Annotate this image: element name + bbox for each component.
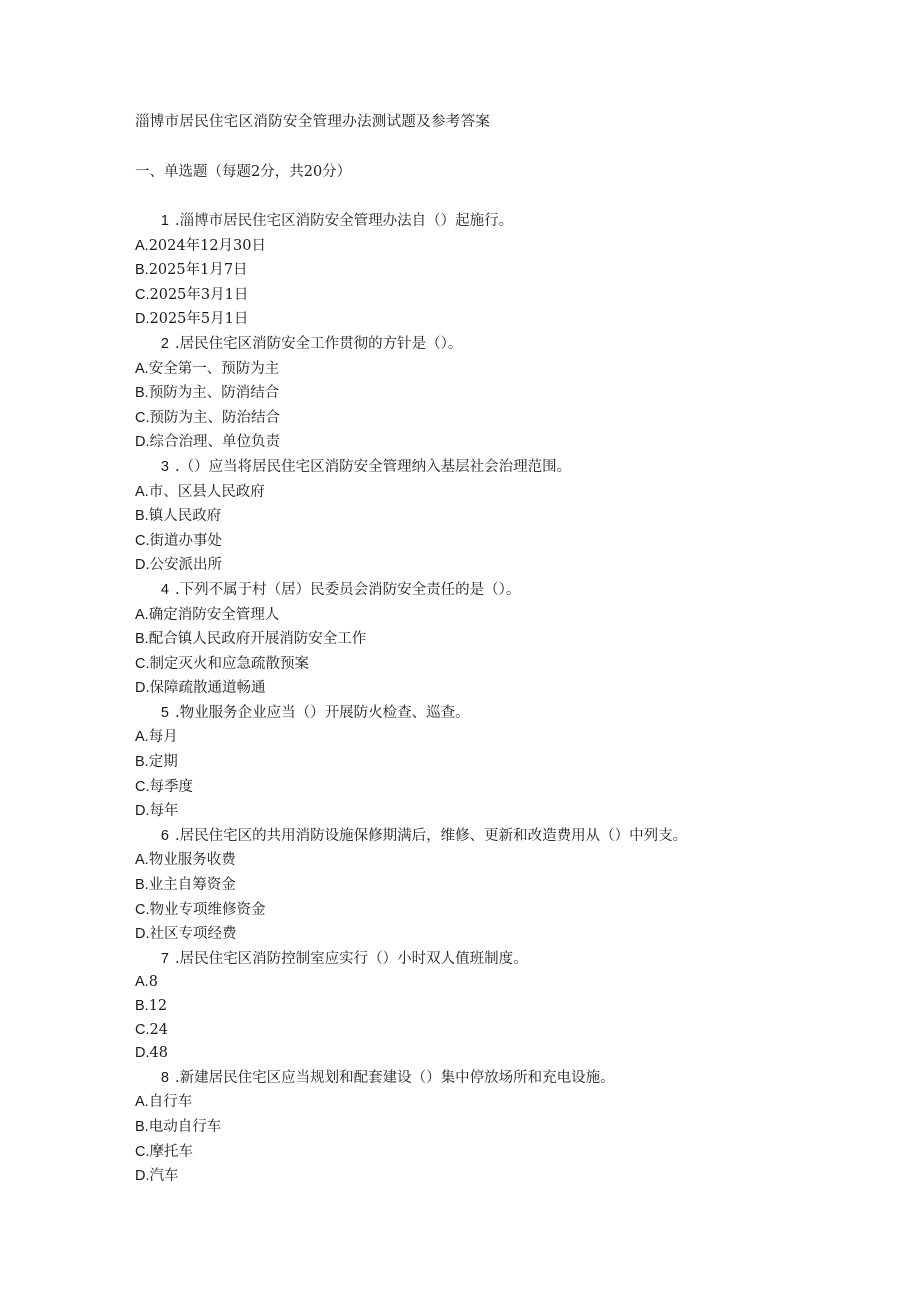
question-text: .（）应当将居民住宅区消防安全管理纳入基层社会治理范围。 (175, 458, 572, 475)
option-text: 预防为主、防治结合 (149, 409, 280, 426)
question-item (135, 332, 835, 455)
option-letter: A. (135, 852, 149, 869)
option-text: 2025年5月1日 (149, 311, 249, 328)
option-text: 街道办事处 (149, 532, 222, 549)
question-stem (135, 701, 835, 726)
option-text: 综合治理、单位负责 (149, 434, 280, 451)
answer-option (135, 848, 835, 873)
answer-option (135, 750, 835, 775)
answer-option (135, 357, 835, 382)
answer-option (135, 971, 835, 995)
option-letter: C. (135, 901, 150, 918)
answer-option (135, 1090, 835, 1115)
option-letter: B. (135, 385, 149, 402)
question-number: 6 (160, 827, 169, 844)
question-stem (135, 947, 835, 972)
option-text: 2025年3月1日 (149, 286, 249, 303)
option-letter: A. (135, 360, 149, 377)
question-item (135, 1066, 835, 1189)
option-letter: C. (135, 286, 150, 303)
option-text: 每月 (148, 729, 178, 746)
option-text: 保障疏散通道畅通 (149, 680, 266, 697)
option-text: 2024年12月30日 (148, 237, 267, 254)
question-item (135, 947, 835, 1066)
option-text: 镇人民政府 (148, 508, 222, 525)
answer-option (135, 1042, 835, 1066)
option-text: 摩托车 (149, 1143, 193, 1160)
option-text: 安全第一、预防为主 (148, 360, 280, 377)
option-text: 物业专项维修资金 (149, 901, 266, 918)
option-letter: D. (135, 311, 150, 328)
option-letter: D. (135, 557, 150, 574)
question-stem (135, 455, 835, 480)
answer-option (135, 283, 835, 308)
option-letter: A. (135, 729, 149, 746)
option-text: 每季度 (149, 778, 193, 795)
option-text: 配合镇人民政府开展消防安全工作 (148, 631, 367, 648)
question-stem (135, 1066, 835, 1091)
option-letter: A. (135, 483, 149, 500)
option-letter: B. (135, 754, 149, 771)
question-stem (135, 824, 835, 849)
answer-option (135, 504, 835, 529)
option-letter: C. (135, 1021, 150, 1038)
option-letter: D. (135, 926, 150, 943)
question-number: 2 (160, 335, 169, 352)
option-letter: C. (135, 409, 150, 426)
answer-option (135, 430, 835, 455)
question-number: 7 (160, 950, 169, 967)
answer-option (135, 234, 835, 259)
option-letter: D. (135, 1168, 150, 1185)
answer-option (135, 922, 835, 947)
question-number: 5 (160, 704, 169, 721)
question-text: .物业服务企业应当（）开展防火检查、巡查。 (175, 704, 470, 721)
option-letter: B. (135, 1118, 149, 1135)
answer-option (135, 406, 835, 431)
answer-option (135, 307, 835, 332)
option-letter: A. (135, 237, 149, 254)
option-text: 确定消防安全管理人 (148, 606, 280, 623)
answer-option (135, 603, 835, 628)
answer-option (135, 652, 835, 677)
answer-option (135, 898, 835, 923)
answer-option (135, 529, 835, 554)
question-list (135, 209, 835, 1189)
option-text: 公安派出所 (149, 557, 222, 574)
option-text: 业主自筹资金 (148, 877, 236, 894)
option-letter: A. (135, 1094, 149, 1111)
option-letter: B. (135, 508, 149, 525)
option-text: 自行车 (148, 1094, 193, 1111)
question-stem (135, 332, 835, 357)
option-letter: D. (135, 1045, 150, 1062)
option-text: 每年 (149, 803, 179, 820)
answer-option (135, 627, 835, 652)
answer-option (135, 676, 835, 701)
option-text: 预防为主、防消结合 (148, 385, 280, 402)
question-text: .淄博市居民住宅区消防安全管理办法自（）起施行。 (175, 213, 514, 229)
document-title: 淄博市居民住宅区消防安全管理办法测试题及参考答案 (135, 114, 491, 130)
question-item (135, 824, 835, 947)
option-text: 物业服务收费 (148, 852, 236, 869)
answer-option (135, 873, 835, 898)
option-letter: C. (135, 532, 150, 549)
question-text: .居民住宅区的共用消防设施保修期满后，维修、更新和改造费用从（）中列支。 (175, 827, 688, 844)
option-text: 社区专项经费 (149, 926, 237, 943)
question-stem (135, 578, 835, 603)
option-text: 市、区县人民政府 (148, 483, 265, 500)
option-text: 8 (148, 974, 158, 991)
question-stem (135, 209, 835, 234)
option-text: 24 (149, 1021, 168, 1038)
option-text: 制定灭火和应急疏散预案 (149, 655, 309, 672)
question-number: 1 (160, 213, 169, 229)
option-letter: D. (135, 434, 150, 451)
question-number: 4 (160, 581, 169, 598)
option-letter: A. (135, 974, 149, 991)
question-number: 3 (160, 458, 169, 475)
answer-option (135, 799, 835, 824)
option-letter: B. (135, 631, 149, 648)
option-letter: D. (135, 680, 150, 697)
question-item (135, 578, 835, 701)
answer-option (135, 1115, 835, 1140)
answer-option (135, 381, 835, 406)
question-text: .居民住宅区消防控制室应实行（）小时双人值班制度。 (175, 950, 528, 967)
answer-option (135, 1019, 835, 1043)
option-letter: A. (135, 606, 149, 623)
option-text: 2025年1月7日 (148, 262, 248, 279)
answer-option (135, 1164, 835, 1189)
option-letter: B. (135, 262, 149, 279)
question-item (135, 455, 835, 578)
question-text: .居民住宅区消防安全工作贯彻的方针是（）。 (175, 335, 463, 352)
answer-option (135, 995, 835, 1019)
answer-option (135, 480, 835, 505)
answer-option (135, 553, 835, 578)
answer-option (135, 258, 835, 283)
option-text: 定期 (148, 754, 178, 771)
section-heading: 一、单选题（每题2分，共20分） (135, 164, 352, 180)
question-text: .下列不属于村（居）民委员会消防安全责任的是（）。 (175, 581, 521, 598)
option-text: 汽车 (149, 1168, 179, 1185)
question-item (135, 701, 835, 824)
option-letter: B. (135, 998, 149, 1014)
option-text: 电动自行车 (148, 1118, 222, 1135)
option-letter: C. (135, 1143, 150, 1160)
option-text: 48 (149, 1045, 168, 1062)
option-letter: B. (135, 877, 149, 894)
option-letter: C. (135, 655, 150, 672)
question-number: 8 (160, 1069, 169, 1086)
option-letter: C. (135, 778, 150, 795)
answer-option (135, 775, 835, 800)
answer-option (135, 725, 835, 750)
answer-option (135, 1140, 835, 1165)
option-text: 12 (148, 998, 168, 1014)
question-text: .新建居民住宅区应当规划和配套建设（）集中停放场所和充电设施。 (175, 1069, 615, 1086)
question-item (135, 209, 835, 332)
option-letter: D. (135, 803, 150, 820)
